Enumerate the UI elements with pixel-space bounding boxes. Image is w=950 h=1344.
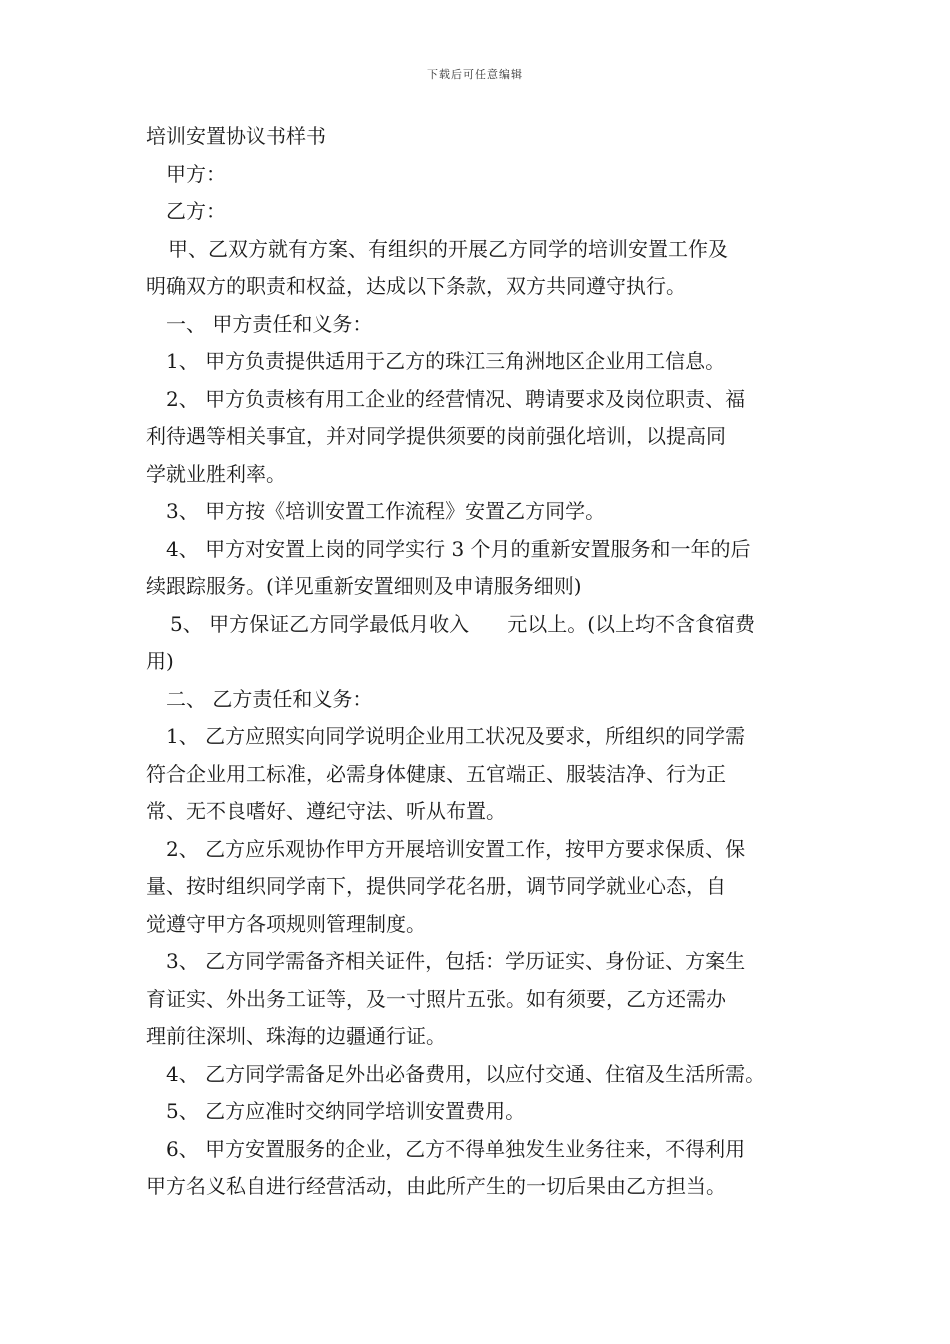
section-1-item-5-line-1: 5、 甲方保证乙方同学最低月收入 元以上。(以上均不含食宿费 [170,611,756,636]
section-1-item-3-line-1: 3、 甲方按《培训安置工作流程》安置乙方同学。 [166,499,606,523]
section-2-item-2-line-2: 量、按时组织同学南下，提供同学花名册，调节同学就业心态，自 [146,874,726,898]
section-1-item-4-line-1: 4、 甲方对安置上岗的同学实行 3 个月的重新安置服务和一年的后 [166,536,751,561]
intro-line-1: 甲、乙双方就有方案、有组织的开展乙方同学的培训安置工作及 [168,236,728,261]
section-1-heading: 一、 甲方责任和义务： [166,311,373,336]
section-1-item-2-line-1: 2、 甲方负责核有用工企业的经营情况、聘请要求及岗位职责、福 [166,386,746,411]
header-note: 下载后可任意编辑 [427,68,523,81]
section-1-item-2-line-2: 利待遇等相关事宜，并对同学提供须要的岗前强化培训，以提高同 [146,424,726,448]
section-2-item-1-line-2: 符合企业用工标准，必需身体健康、五官端正、服装洁净、行为正 [146,761,726,786]
section-2-item-2-line-1: 2、 乙方应乐观协作甲方开展培训安置工作，按甲方要求保质、保 [166,836,746,861]
section-1-item-4-line-2: 续跟踪服务。(详见重新安置细则及申请服务细则) [146,574,582,598]
section-2-item-6-line-2: 甲方名义私自进行经营活动，由此所产生的一切后果由乙方担当。 [146,1174,726,1198]
section-2-item-2-line-3: 觉遵守甲方各项规则管理制度。 [146,911,426,936]
party-a-label: 甲方： [166,161,226,186]
section-1-item-1-line-1: 1、 甲方负责提供适用于乙方的珠江三角洲地区企业用工信息。 [166,349,726,373]
intro-line-2: 明确双方的职责和权益，达成以下条款，双方共同遵守执行。 [146,274,686,298]
party-b-label: 乙方： [166,199,226,223]
section-1-item-2-line-3: 学就业胜利率。 [146,461,286,486]
document-body [146,118,818,1206]
section-2-item-4-line-1: 4、 乙方同学需备足外出必备费用，以应付交通、住宿及生活所需。 [166,1061,766,1086]
section-2-item-6-line-1: 6、 甲方安置服务的企业，乙方不得单独发生业务往来，不得利用 [166,1136,746,1161]
section-2-item-5-line-1: 5、 乙方应准时交纳同学培训安置费用。 [166,1099,526,1123]
section-2-item-3-line-2: 育证实、外出务工证等，及一寸照片五张。如有须要，乙方还需办 [146,986,726,1011]
document-title: 培训安置协议书样书 [146,124,326,148]
section-2-item-1-line-1: 1、 乙方应照实向同学说明企业用工状况及要求，所组织的同学需 [166,724,746,748]
section-2-item-3-line-1: 3、 乙方同学需备齐相关证件，包括：学历证实、身份证、方案生 [166,949,746,973]
section-2-item-1-line-3: 常、无不良嗜好、遵纪守法、听从布置。 [146,799,506,823]
section-2-heading: 二、 乙方责任和义务： [166,686,373,711]
section-2-item-3-line-3: 理前往深圳、珠海的边疆通行证。 [146,1024,446,1048]
section-1-item-5-line-2: 用) [146,649,174,673]
